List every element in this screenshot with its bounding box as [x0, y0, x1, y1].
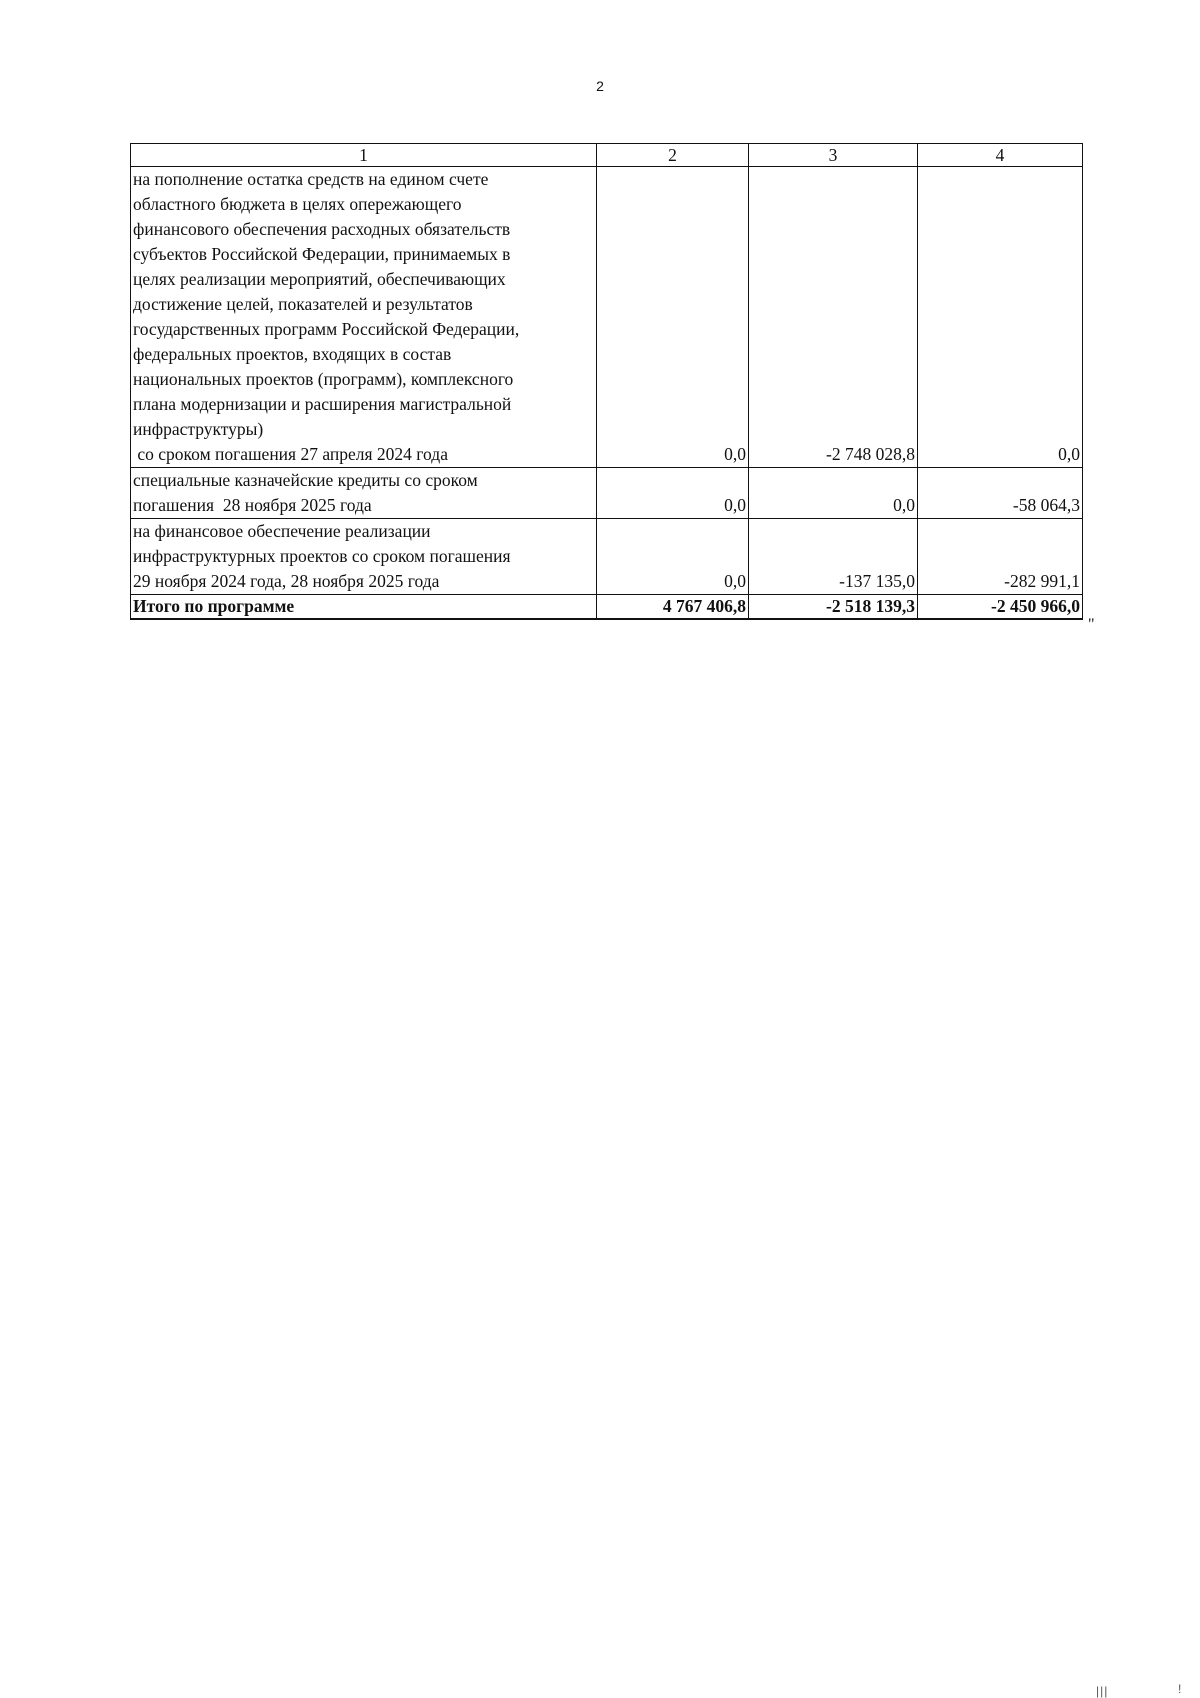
row-description: [131, 519, 597, 595]
cell-col2: 0,0: [597, 167, 749, 468]
cell-col3: -2 748 028,8: [749, 167, 918, 468]
cell-col4: -58 064,3: [918, 468, 1083, 519]
description-line: национальных проектов (программ), комплексного: [133, 369, 514, 389]
page-number: 2: [596, 78, 604, 94]
closing-quote-mark: ": [1088, 616, 1095, 633]
row-description: [131, 167, 597, 468]
description-line: 29 ноября 2024 года, 28 ноября 2025 года: [133, 571, 440, 591]
scan-mark: !: [1178, 1682, 1182, 1696]
description-line: специальные казначейские кредиты со сроком: [133, 470, 478, 490]
description-line: государственных программ Российской Федерации,: [133, 319, 520, 339]
cell-col2: 0,0: [597, 468, 749, 519]
description-line: плана модернизации и расширения магистральной: [133, 394, 512, 414]
description-line: субъектов Российской Федерации, принимаемых в: [133, 244, 511, 264]
cell-col2: 0,0: [597, 519, 749, 595]
table-row: [131, 167, 1083, 468]
scan-mark: |||: [1096, 1684, 1109, 1698]
description-line: инфраструктуры): [133, 419, 264, 439]
budget-table: [130, 143, 1083, 620]
total-label: Итого по программе: [131, 595, 597, 620]
column-header-4: 4: [918, 144, 1083, 167]
description-line: со сроком погашения 27 апреля 2024 года: [133, 444, 448, 464]
total-col2: 4 767 406,8: [597, 595, 749, 620]
column-header-3: 3: [749, 144, 918, 167]
description-line: целях реализации мероприятий, обеспечивающих: [133, 269, 506, 289]
total-col3: -2 518 139,3: [749, 595, 918, 620]
table-row: [131, 519, 1083, 595]
column-header-2: 2: [597, 144, 749, 167]
table-header-row: [131, 144, 1083, 167]
total-row: [131, 595, 1083, 620]
description-line: достижение целей, показателей и результатов: [133, 294, 473, 314]
description-line: на пополнение остатка средств на едином счете: [133, 169, 489, 189]
description-line: инфраструктурных проектов со сроком погашения: [133, 546, 511, 566]
column-header-1: 1: [131, 144, 597, 167]
description-line: федеральных проектов, входящих в состав: [133, 344, 452, 364]
cell-col4: 0,0: [918, 167, 1083, 468]
budget-table-container: [130, 143, 1083, 620]
table-row: [131, 468, 1083, 519]
description-line: областного бюджета в целях опережающего: [133, 194, 462, 214]
cell-col4: -282 991,1: [918, 519, 1083, 595]
row-description: [131, 468, 597, 519]
total-col4: -2 450 966,0: [918, 595, 1083, 620]
description-line: погашения 28 ноября 2025 года: [133, 495, 372, 515]
cell-col3: -137 135,0: [749, 519, 918, 595]
cell-col3: 0,0: [749, 468, 918, 519]
description-line: на финансовое обеспечение реализации: [133, 521, 431, 541]
description-line: финансового обеспечения расходных обязательств: [133, 219, 511, 239]
